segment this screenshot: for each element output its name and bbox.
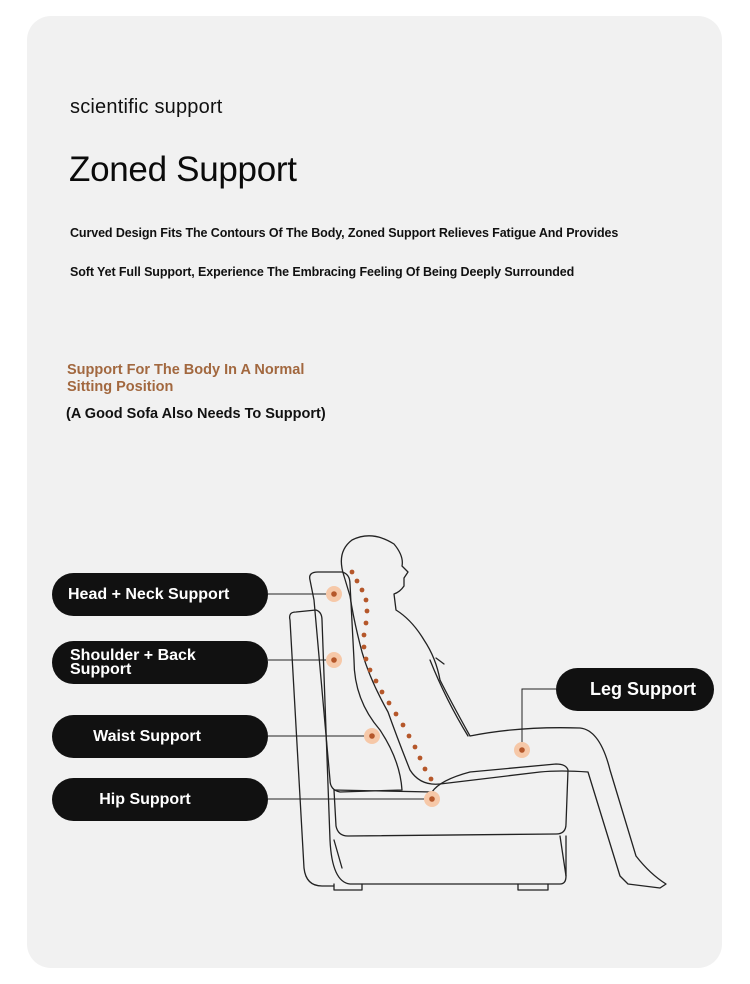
hip-support-text: Hip Support [99, 790, 191, 808]
person-hand [436, 658, 444, 664]
head-neck-support-label [52, 573, 268, 616]
marker-head [326, 586, 342, 602]
head-neck-support-text: Head + Neck Support [68, 585, 230, 603]
waist-support-text: Waist Support [93, 727, 201, 745]
sofa-seat-base [334, 836, 566, 876]
sofa-seat-cushion [334, 764, 568, 836]
hip-support-label [52, 778, 268, 821]
marker-waist [364, 728, 380, 744]
connector-leg [522, 689, 556, 750]
support-note: (A Good Sofa Also Needs To Support) [66, 406, 326, 422]
marker-hip [424, 791, 440, 807]
leg-support-text: Leg Support [590, 679, 696, 699]
description-line-2: Soft Yet Full Support, Experience The Embracing Feeling Of Being Deeply Surrounded [70, 265, 575, 279]
marker-shoulder [326, 652, 342, 668]
sofa-foot-right [518, 884, 548, 890]
marker-leg [514, 742, 530, 758]
leg-support-label [556, 668, 714, 711]
zone-markers [326, 586, 530, 807]
page-title: Zoned Support [69, 150, 297, 189]
sofa-back-cushion [310, 572, 402, 792]
waist-support-label [52, 715, 268, 758]
support-subheading: Support For The Body In A Normal Sitting Position [67, 362, 305, 395]
shoulder-back-support-label [52, 641, 268, 684]
description-line-1: Curved Design Fits The Contours Of The Body, Zoned Support Relieves Fatigue And Provides [70, 226, 619, 240]
eyebrow-text: scientific support [70, 96, 223, 118]
sofa-foot-left [334, 884, 362, 890]
shoulder-back-support-text: Shoulder + Back Support [70, 646, 196, 678]
